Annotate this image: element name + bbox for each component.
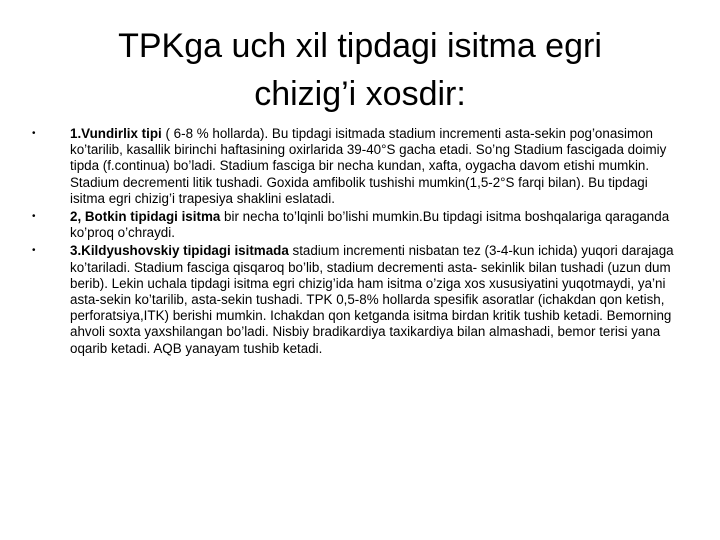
slide-title-line-2: chizig’i xosdir: bbox=[254, 75, 466, 113]
list-item bbox=[32, 209, 680, 241]
list-item-text: stadium incrementi nisbatan tez (3-4-kun ichida) yuqori darajaga ko’tariladi. Stadium fasciga qisqaroq bo’lib, stadium decrementi asta- sekinlik bilan tushadi (uzun dum berib). Lekin uchala tipdagi isitma egri chizig’ida ham isitma o’ziga xos xususiyatini yuqotmaydi, ya’ni asta-sekin ko’tarilib, asta-sekin tushadi. TPK 0,5-8% hollarda spesifik asoratlar (ichakdan qon ketish, perforatsiya,ITK) berishi mumkin. Ichakdan qon ketganda isitma birdan kritik tushib ketadi. Bemorning ahvoli soxta yaxshilangan bo’ladi. Nisbiy bradikardiya taxikardiya bilan almashadi, bemor terisi yana oqarib ketadi. AQB yanayam tushib ketadi. bbox=[70, 243, 674, 356]
list-item-lead: 3.Kildyushovskiy tipidagi isitmada bbox=[70, 243, 289, 259]
slide-title bbox=[40, 22, 680, 118]
bullet-list bbox=[32, 126, 680, 359]
list-item-lead: 1.Vundirlix tipi bbox=[70, 126, 162, 141]
list-item-lead: 2, Botkin tipidagi isitma bbox=[70, 209, 221, 225]
slide-title-line-1: TPKga uch xil tipdagi isitma egri bbox=[118, 27, 602, 65]
list-item bbox=[32, 243, 680, 356]
bullet-icon: • bbox=[32, 211, 36, 223]
list-item-text: bir necha to’lqinli bo’lishi mumkin.Bu tipdagi isitma boshqalariga qaraganda ko’proq o’chraydi. bbox=[70, 209, 670, 241]
list-item-text: ( 6-8 % hollarda). Bu tipdagi isitmada stadium incrementi asta-sekin pog’onasimon ko’tarilib, kasallik birinchi haftasining oxirlarida 39-40°S gacha etadi. So’ng Stadium fascigada doimiy tipda (f.continua) bo’ladi. Stadium fasciga bir necha kundan, xafta, oygacha davom etishi mumkin. Stadium decrementi litik tushadi. Goxida amfibolik tushishi mumkin(1,5-2°S farqi bilan). Bu tipdagi isitma egri chizig’i trapesiya shaklini eslatadi. bbox=[70, 126, 667, 206]
bullet-icon: • bbox=[32, 128, 36, 139]
list-item bbox=[32, 126, 680, 207]
bullet-icon: • bbox=[32, 245, 36, 257]
